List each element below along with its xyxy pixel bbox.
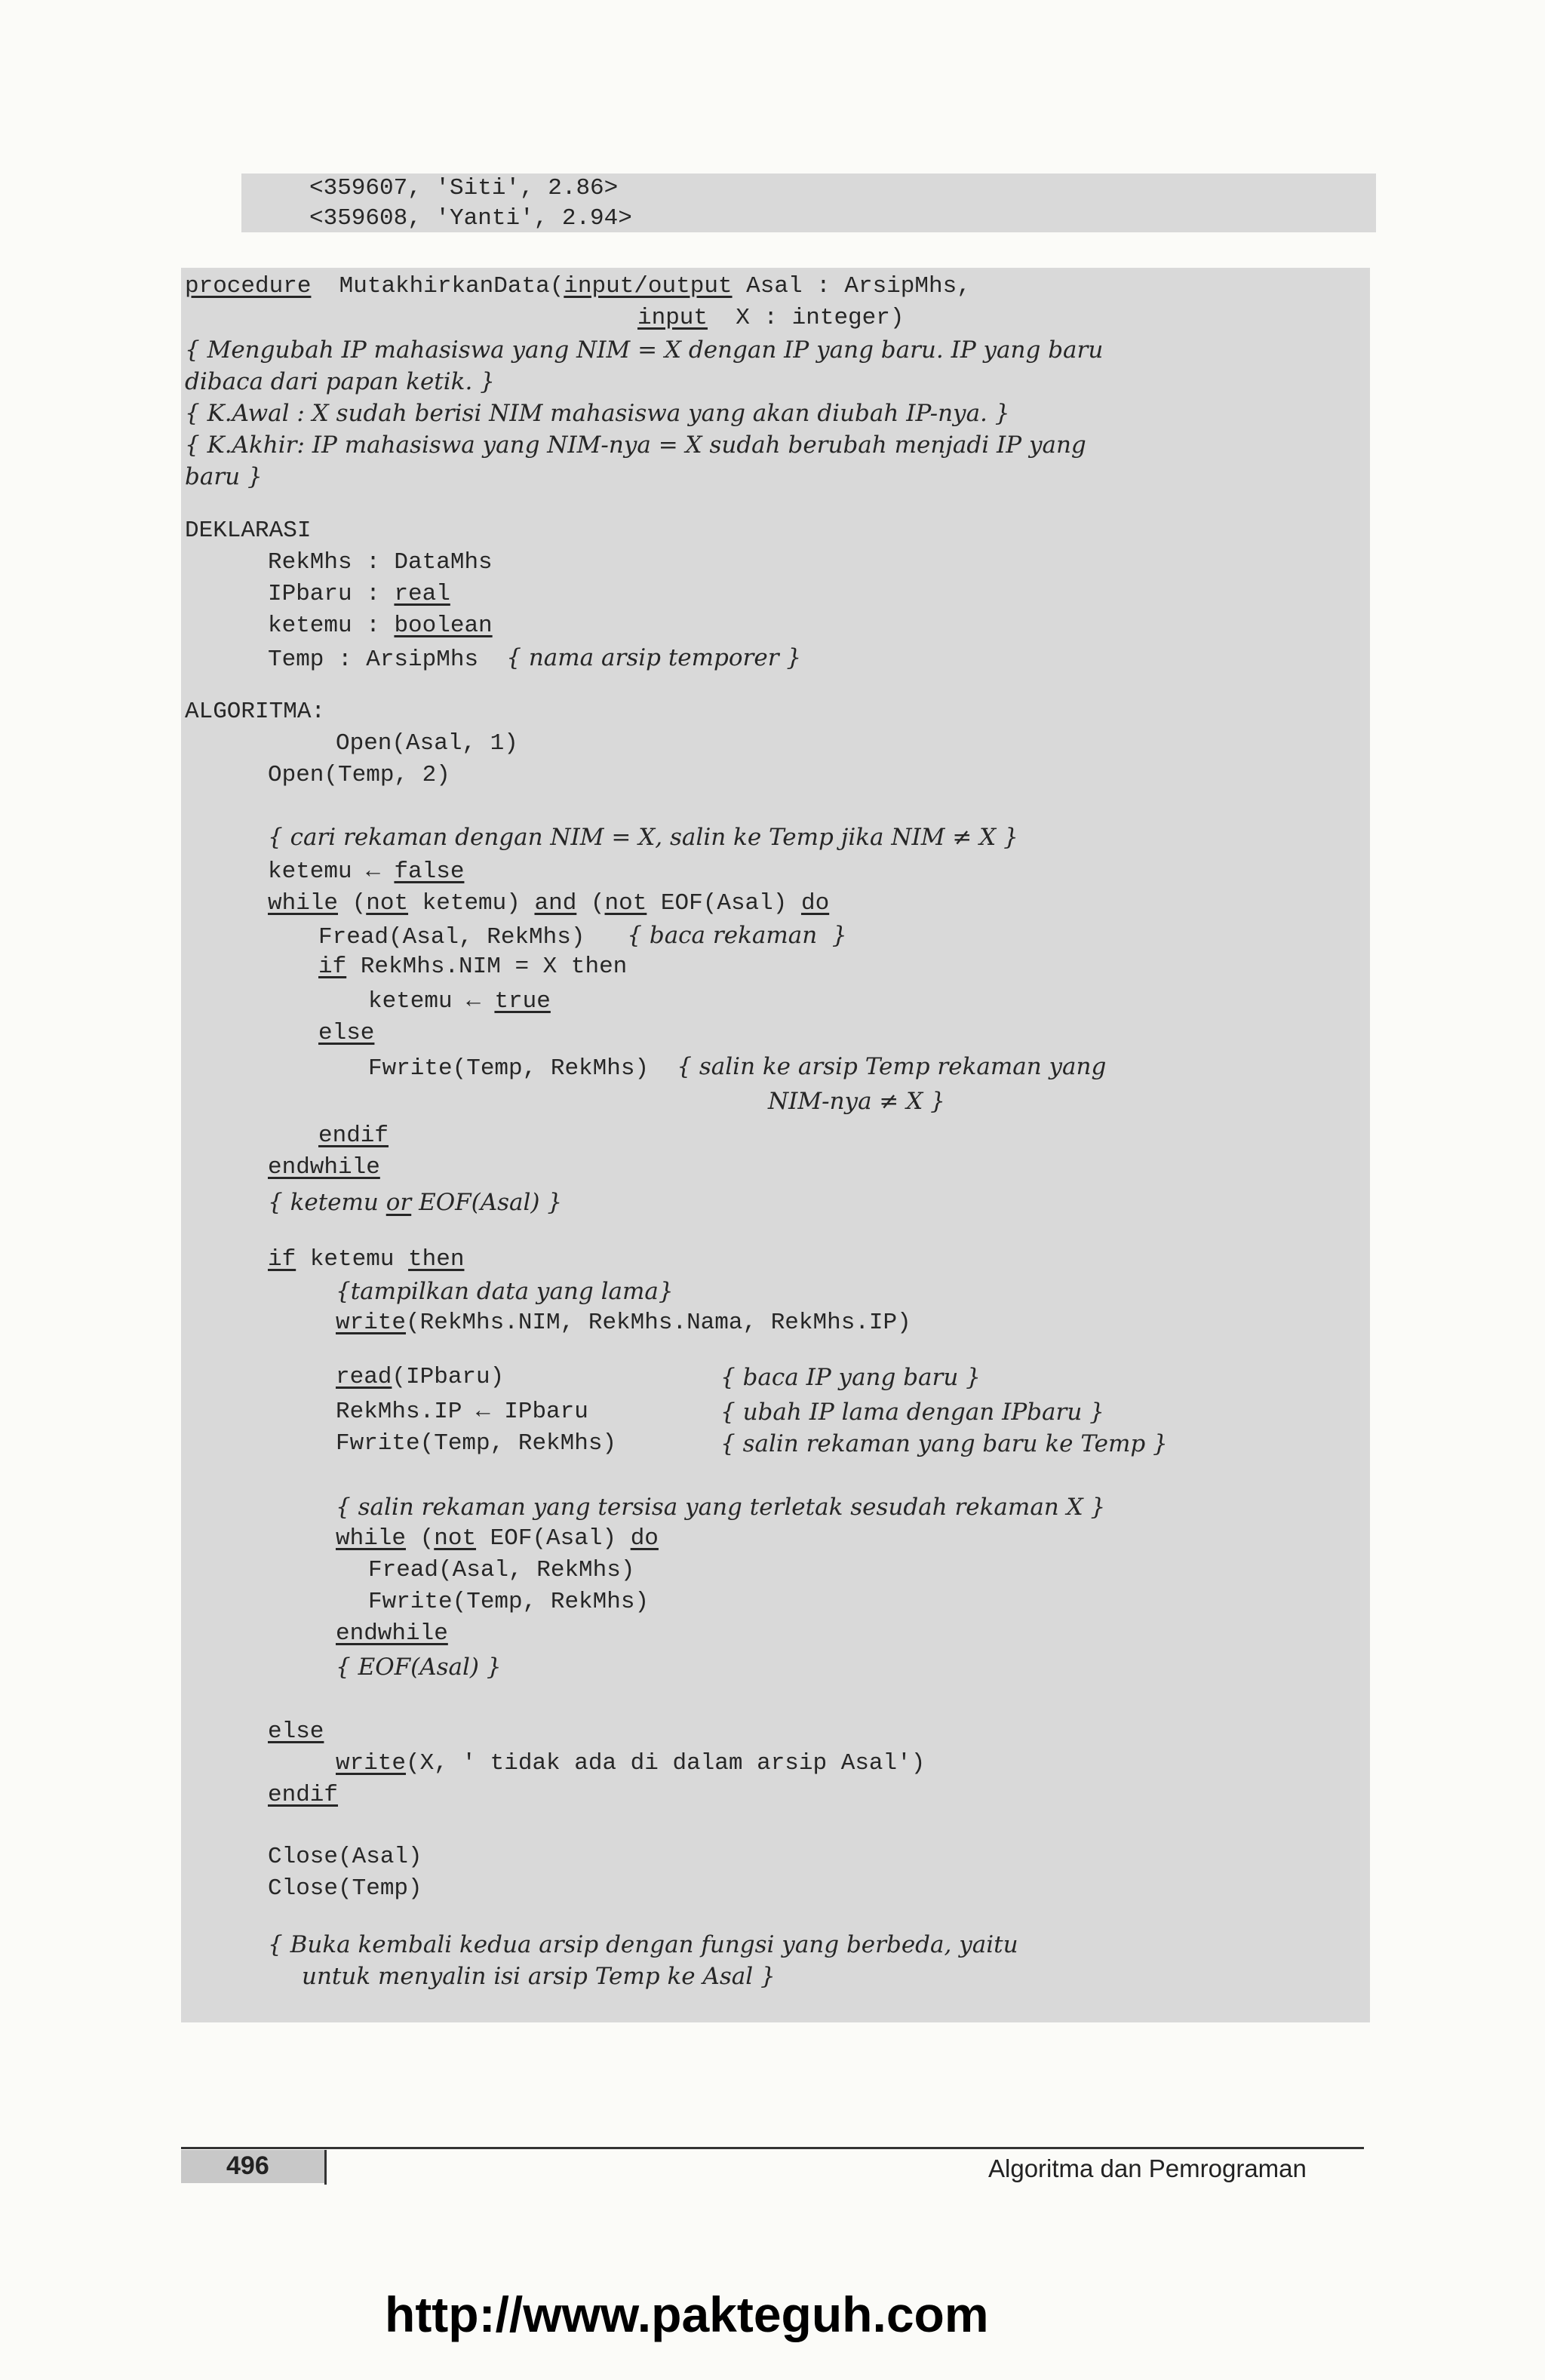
declaration-line: [268, 643, 801, 675]
comment-line: { baca IP yang baru }: [720, 1364, 981, 1391]
while-line: [336, 1524, 659, 1554]
comment-line: { Buka kembali kedua arsip dengan fungsi yang berbeda, yaitu: [268, 1931, 1018, 1958]
keyword-false: false: [394, 858, 465, 885]
comment-line: { salin rekaman yang tersisa yang terletak sesudah rekaman X }: [336, 1494, 1106, 1521]
keyword-endwhile: endwhile: [268, 1154, 380, 1181]
if-line: [318, 952, 627, 982]
code-line: Close(Temp): [268, 1875, 422, 1902]
code-line: [336, 1749, 925, 1779]
comment-line: { K.Akhir: IP mahasiswa yang NIM-nya = X sudah berubah menjadi IP yang: [185, 431, 1086, 459]
keyword-real: real: [394, 581, 450, 607]
code-text: Temp : ArsipMhs: [268, 646, 507, 673]
comment-line: { salin rekaman yang baru ke Temp }: [720, 1430, 1168, 1457]
keyword-if: if: [268, 1246, 296, 1273]
comment-line: { ubah IP lama dengan IPbaru }: [720, 1399, 1104, 1426]
code-line: Open(Asal, 1): [336, 730, 518, 757]
procedure-header-cont: [637, 303, 904, 333]
comment-line: baru }: [185, 463, 263, 490]
code-text: X : integer): [708, 305, 905, 331]
keyword-input: input: [637, 305, 708, 331]
record-line: <359607, 'Siti', 2.86>: [309, 175, 619, 201]
keyword-endif: endif: [318, 1122, 389, 1149]
code-text: (: [576, 890, 605, 917]
code-text: (: [338, 890, 367, 917]
code-line: [368, 987, 551, 1017]
code-text: EOF(Asal): [476, 1525, 631, 1552]
code-comment: { salin ke arsip Temp rekaman yang: [677, 1053, 1107, 1080]
keyword-endwhile: endwhile: [336, 1620, 448, 1647]
record-line: <359608, 'Yanti', 2.94>: [309, 205, 632, 232]
code-text: ketemu :: [268, 613, 395, 639]
declaration-line: [268, 611, 493, 641]
book-title: Algoritma dan Pemrograman: [988, 2154, 1307, 2182]
keyword-do: do: [630, 1525, 659, 1552]
comment-line: NIM-nya ≠ X }: [768, 1088, 945, 1115]
keyword-else: else: [268, 1718, 324, 1745]
code-line: Open(Temp, 2): [268, 762, 450, 788]
code-text: Asal : ArsipMhs,: [732, 273, 971, 299]
code-text: (IPbaru): [392, 1364, 505, 1390]
endwhile-line: [336, 1619, 448, 1649]
code-line: [368, 1052, 1106, 1084]
comment-line: { Mengubah IP mahasiswa yang NIM = X dengan IP yang baru. IP yang baru: [185, 336, 1104, 364]
code-text: ketemu ←: [368, 988, 495, 1015]
page-number: 496: [226, 2151, 269, 2180]
comment-line: [268, 1187, 562, 1220]
code-comment: { ketemu: [268, 1189, 386, 1216]
code-text: (: [406, 1525, 435, 1552]
endif-line: [268, 1780, 338, 1810]
comment-line: { EOF(Asal) }: [336, 1654, 502, 1681]
code-line: Fwrite(Temp, RekMhs): [368, 1589, 650, 1615]
keyword-not: not: [604, 890, 647, 917]
watermark-url: http://www.pakteguh.com: [385, 2286, 989, 2342]
code-text: RekMhs.NIM = X then: [346, 954, 628, 980]
keyword-while: while: [268, 890, 339, 917]
code-comment: { nama arsip temporer }: [506, 644, 802, 671]
footer-divider: [324, 2150, 327, 2185]
code-line: Fread(Asal, RekMhs): [368, 1557, 635, 1583]
comment-line: { cari rekaman dengan NIM = X, salin ke Temp jika NIM ≠ X }: [268, 824, 1018, 851]
keyword-not: not: [434, 1525, 477, 1552]
code-text: ketemu ←: [268, 858, 395, 885]
code-line: Close(Asal): [268, 1844, 422, 1870]
code-line: [336, 1308, 911, 1338]
comment-line: {tampilkan data yang lama}: [336, 1278, 674, 1305]
keyword-else: else: [318, 1020, 375, 1046]
keyword-while: while: [336, 1525, 407, 1552]
code-comment: { baca rekaman }: [627, 922, 847, 949]
else-line: [268, 1717, 324, 1747]
if-line: [268, 1245, 464, 1275]
keyword-then: then: [408, 1246, 465, 1273]
code-line: [336, 1362, 504, 1393]
code-comment: EOF(Asal) }: [411, 1189, 563, 1216]
code-line: RekMhs.IP ← IPbaru: [336, 1399, 588, 1425]
keyword-do: do: [800, 890, 830, 917]
declaration-line: [268, 579, 450, 610]
code-text: MutakhirkanData(: [311, 273, 564, 299]
keyword-procedure: procedure: [185, 273, 312, 299]
code-text: Fwrite(Temp, RekMhs): [368, 1055, 677, 1082]
comment-line: dibaca dari papan ketik. }: [185, 368, 495, 395]
code-line: [318, 920, 847, 953]
code-line: [268, 857, 464, 887]
else-line: [318, 1018, 374, 1049]
code-text: EOF(Asal): [647, 890, 801, 917]
keyword-and: and: [534, 890, 577, 917]
keyword-input-output: input/output: [564, 273, 733, 299]
keyword-boolean: boolean: [394, 613, 493, 639]
keyword-true: true: [494, 988, 551, 1015]
code-text: (RekMhs.NIM, RekMhs.Nama, RekMhs.IP): [406, 1310, 911, 1336]
code-line: Fwrite(Temp, RekMhs): [336, 1430, 617, 1457]
keyword-endif: endif: [268, 1782, 339, 1808]
keyword-write: write: [336, 1310, 407, 1336]
keyword-read: read: [336, 1364, 392, 1390]
code-text: Fread(Asal, RekMhs): [318, 924, 628, 950]
section-heading-algoritma: ALGORITMA:: [185, 699, 326, 725]
endwhile-line: [268, 1153, 380, 1183]
comment-line: untuk menyalin isi arsip Temp ke Asal }: [302, 1963, 776, 1990]
keyword-not: not: [366, 890, 409, 917]
endif-line: [318, 1121, 389, 1151]
procedure-header: [185, 272, 971, 302]
footer-rule: [181, 2147, 1364, 2149]
while-line: [268, 889, 829, 919]
keyword-if: if: [318, 954, 347, 980]
keyword-write: write: [336, 1750, 407, 1777]
comment-line: { K.Awal : X sudah berisi NIM mahasiswa yang akan diubah IP-nya. }: [185, 400, 1010, 427]
code-text: (X, ' tidak ada di dalam arsip Asal'): [406, 1750, 926, 1777]
code-text: ketemu: [296, 1246, 409, 1273]
keyword-or: or: [385, 1189, 412, 1216]
code-text: IPbaru :: [268, 581, 395, 607]
section-heading-deklarasi: DEKLARASI: [185, 517, 312, 544]
code-text: ketemu): [408, 890, 535, 917]
declaration-line: RekMhs : DataMhs: [268, 549, 493, 576]
